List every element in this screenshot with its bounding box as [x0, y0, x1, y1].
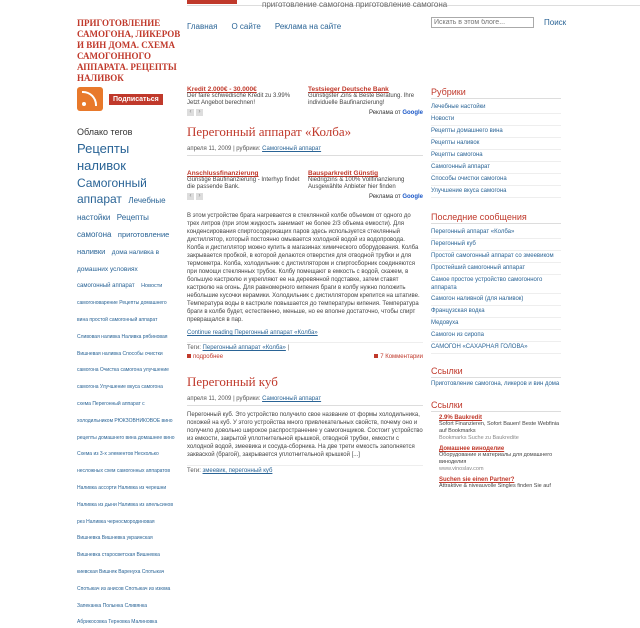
recent-post-link[interactable]: Перегонный аппарат «Колба»: [431, 227, 561, 239]
search-button[interactable]: Поиск: [544, 18, 567, 27]
tag-link[interactable]: Лечебные настойки: [77, 196, 166, 223]
tag-link[interactable]: приготовление наливки: [77, 229, 170, 256]
tag-link[interactable]: Перегонный аппарат «Колба»: [202, 345, 286, 351]
site-tagline: приготовление самогона приготовление самогона: [262, 0, 448, 9]
ad-url: www.vinoslav.com: [439, 466, 484, 472]
recent-post-link[interactable]: Медовуха: [431, 318, 561, 330]
ad-nav: [187, 109, 203, 116]
search-input[interactable]: [431, 17, 534, 28]
ad-text: Günstige Baufinanzierung - Interhyp findet die passende Bank.: [187, 177, 300, 190]
post-footer: [187, 354, 423, 360]
recent-post-link[interactable]: Простой самогонный аппарат со змеевиком: [431, 251, 561, 263]
ads-by-google[interactable]: Реклама от Google: [368, 193, 423, 200]
recent-post-link[interactable]: Самогон из сиропа: [431, 330, 561, 342]
ad-text: Оборудование и материалы для домашнего виноделия: [439, 452, 553, 465]
main-nav: [187, 22, 341, 31]
square-icon: [187, 354, 191, 358]
rubric-link[interactable]: Способы очистки самогона: [431, 174, 561, 186]
ad-text: Attraktive & niveauvolle Singles finden Sie auf: [439, 483, 551, 489]
rubric-link[interactable]: Рецепты самогона: [431, 150, 561, 162]
rubric-link[interactable]: Новости: [431, 114, 561, 126]
tag-link[interactable]: самогоноварение Рецепты домашнего вина простой самогонный аппарат Сливовая наливка Наливка рябиновая Вишневая наливка Способы очистки самогона Очистка самогона улучшение самогона Улучшение вкуса самогона схема Перегонный аппарат с холодильником РЮКЗОВНИКОВОЕ вино рецепты домашнего вина домашнее вино Схема из 3-х элементов Несколько несложных схем самогонных аппаратов Наливка ассорти Наливка из черешни Наливка из дыни Наливка из апельсинов рез Наливка черносмородиновая Вишневка Вишневка украинская Вишневка старосветская Вишневка киевская Вишняк Варенуха Спотыкач Спотыкач из анисов Спотыкач из изюма Запеканка Полынка Сливянка Абрикосовка Терновка Малиновка: [77, 300, 175, 626]
link-item[interactable]: Приготовление самогона, ликеров и вин дома: [431, 381, 560, 387]
ad-nav: [187, 193, 203, 200]
post-body: В этом устройстве брага нагревается в стеклянной колбе объемом от одного до трех литров (при этом жидкость занимает не более 2/3 объема емкости). Для конденсирования спиртосодержащих паров здесь используется стеклянный дистиллятор, который постоянно омывается холодной водой из водопровода. Колба и дистиллятор можно купить в магазинах химического оборудования. Колба закрывается пробкой, в которой делаются отверстия для отводной трубки и для термометра. Колба, холодильник с дистиллятором и спиртосборник соединяются при помощи стеклянных трубок. Колбу помещают в емкость с водой, скажем, в большую кастрюлю и укрепляют ее на деревянной подставке, затем ставят кастрюлю на огонь. Для равномерного кипения браги в колбу нужно положить небольшие кусочки керамики. Холодильник с дистиллятором крепится на штативе. Температура воды в кастрюле повышается до температуры кипения. Температура браги в колбе будет, естественно, меньше, но ее вполне достаточно, чтобы спирт превращался в пар.: [187, 213, 420, 323]
post-tags: Теги: змеевик, перегонный куб: [187, 465, 423, 474]
recent-post-link[interactable]: Перегонный куб: [431, 239, 561, 251]
search-box: [431, 17, 566, 28]
post-meta: апреля 11, 2009 | рубрики: Самогонный аппарат: [187, 396, 423, 406]
post-category[interactable]: Самогонный аппарат: [262, 146, 322, 152]
post-meta: апреля 11, 2009 | рубрики: Самогонный аппарат: [187, 146, 423, 156]
ad-headline[interactable]: Anschlussfinanzierung: [187, 170, 259, 177]
site-title[interactable]: ПРИГОТОВЛЕНИЕ САМОГОНА, ЛИКЕРОВ И ВИН ДОМА. СХЕМА САМОГОННОГО АППАРАТА. РЕЦЕПТЫ НАЛИВОК: [77, 18, 181, 83]
nav-ads[interactable]: Реклама на сайте: [274, 22, 342, 31]
ad-headline[interactable]: Testsieger Deutsche Bank: [308, 86, 389, 93]
rss-subscribe[interactable]: [77, 87, 177, 111]
ad-text: Niedrigzins & 100% Vollfinanzierung Ausgewählte Anbieter hier finden: [308, 177, 405, 190]
tag-link[interactable]: Новости: [141, 283, 163, 290]
prev-arrow-icon[interactable]: ‹: [187, 109, 194, 116]
links-heading: Ссылки: [431, 400, 561, 412]
rubrics-heading: Рубрики: [431, 87, 561, 99]
rubric-link[interactable]: Улучшение вкуса самогона: [431, 186, 561, 198]
tag-link[interactable]: Самогонный аппарат: [77, 175, 147, 207]
recent-post-link[interactable]: Простейший самогонный аппарат: [431, 263, 561, 275]
rubric-link[interactable]: Лечебные настойки: [431, 102, 561, 114]
top-accent: [187, 0, 237, 4]
recent-posts-list: [431, 227, 561, 354]
square-icon: [374, 354, 378, 358]
read-more-link[interactable]: Continue reading Перегонный аппарат «Колба»: [187, 330, 318, 336]
rubric-link[interactable]: Самогонный аппарат: [431, 162, 561, 174]
ad-block-mid: [187, 170, 423, 191]
recent-post-link[interactable]: Французская водка: [431, 306, 561, 318]
ad-text: Der faire schwedische Kredit zu 3.99% Jetzt Angebot berechnen!: [187, 93, 291, 106]
ad-footer: [187, 193, 423, 200]
ad-headline[interactable]: 2.9% Baukredit: [439, 415, 483, 421]
rubric-link[interactable]: Рецепты наливок: [431, 138, 561, 150]
tag-link[interactable]: Рецепты самогона: [77, 213, 149, 239]
tag-cloud-title: Облако тегов: [77, 127, 133, 137]
tag-link[interactable]: дома наливка в домашних условиях: [77, 248, 160, 273]
next-arrow-icon[interactable]: ›: [196, 109, 203, 116]
nav-home[interactable]: Главная: [187, 22, 218, 31]
post-body: Перегонный куб. Это устройство получило свое название от формы холодильника, похожей на куб. У этого устройства много привлекательных свойств, почему оно и получило довольно широкое распространение у самогонщиков. Состоит устройство из емкости, закрытой уплотнительной крышкой, отводной трубки, емкости с холодной водой, змеевика и сосуда-сборника. На две трети емкость заполняется закваской (брагой), закрывается уплотнительной крышкой [...]: [187, 412, 423, 458]
rss-icon: [77, 87, 103, 111]
tag-link[interactable]: Рецепты наливок: [77, 141, 130, 173]
recent-post-link[interactable]: САМОГОН «САХАРНАЯ ГОЛОВА»: [431, 342, 561, 354]
details-link[interactable]: подробнее: [187, 354, 223, 360]
rubrics-list: [431, 102, 561, 198]
post-tags: Теги: Перегонный аппарат «Колба» |: [187, 342, 423, 351]
next-arrow-icon[interactable]: ›: [196, 193, 203, 200]
ad-headline[interactable]: Suchen sie einen Partner?: [439, 477, 515, 483]
ad-footer: [187, 109, 423, 116]
comments-link[interactable]: 7 Комментарии: [374, 354, 423, 360]
ad-headline[interactable]: Домашнее виноделие: [439, 446, 505, 452]
tag-cloud: [77, 141, 177, 628]
sidebar-ads: [431, 415, 561, 490]
main-content: [187, 86, 423, 474]
tag-link[interactable]: самогонный аппарат: [77, 283, 135, 290]
nav-about[interactable]: О сайте: [231, 22, 261, 31]
ad-text: Günstigster Zins & Beste Beratung. Ihre individuelle Baufinanzierung!: [308, 93, 415, 106]
links-heading: Ссылки: [431, 366, 561, 378]
post-category[interactable]: Самогонный аппарат: [262, 396, 322, 402]
ad-url: Bookmarks Suche zu Baukredite: [439, 435, 519, 441]
ads-by-google[interactable]: Реклама от Google: [368, 109, 423, 116]
post-title[interactable]: Перегонный куб: [187, 374, 278, 389]
recent-post-link[interactable]: Самое простое устройство самогонного аппарата: [431, 275, 561, 294]
ad-text: Sofort Finanzieren, Sofort Bauen! Beste Webfinia auf Bookmarks: [439, 421, 560, 434]
ad-headline[interactable]: Kredit 2.000€ - 30.000€: [187, 86, 257, 93]
tag-link[interactable]: змеевик, перегонный куб: [202, 468, 273, 474]
prev-arrow-icon[interactable]: ‹: [187, 193, 194, 200]
right-sidebar: [431, 87, 561, 490]
recent-post-link[interactable]: Самогон наливной (для наливок): [431, 294, 561, 306]
rss-label: Подписаться: [109, 94, 163, 105]
ad-block-top: [187, 86, 423, 107]
ad-headline[interactable]: Bausparkredit Günstig: [308, 170, 379, 177]
recent-posts-heading: Последние сообщения: [431, 212, 561, 224]
rubric-link[interactable]: Рецепты домашнего вина: [431, 126, 561, 138]
post-title[interactable]: Перегонный аппарат «Колба»: [187, 124, 352, 139]
left-column: [77, 87, 177, 628]
